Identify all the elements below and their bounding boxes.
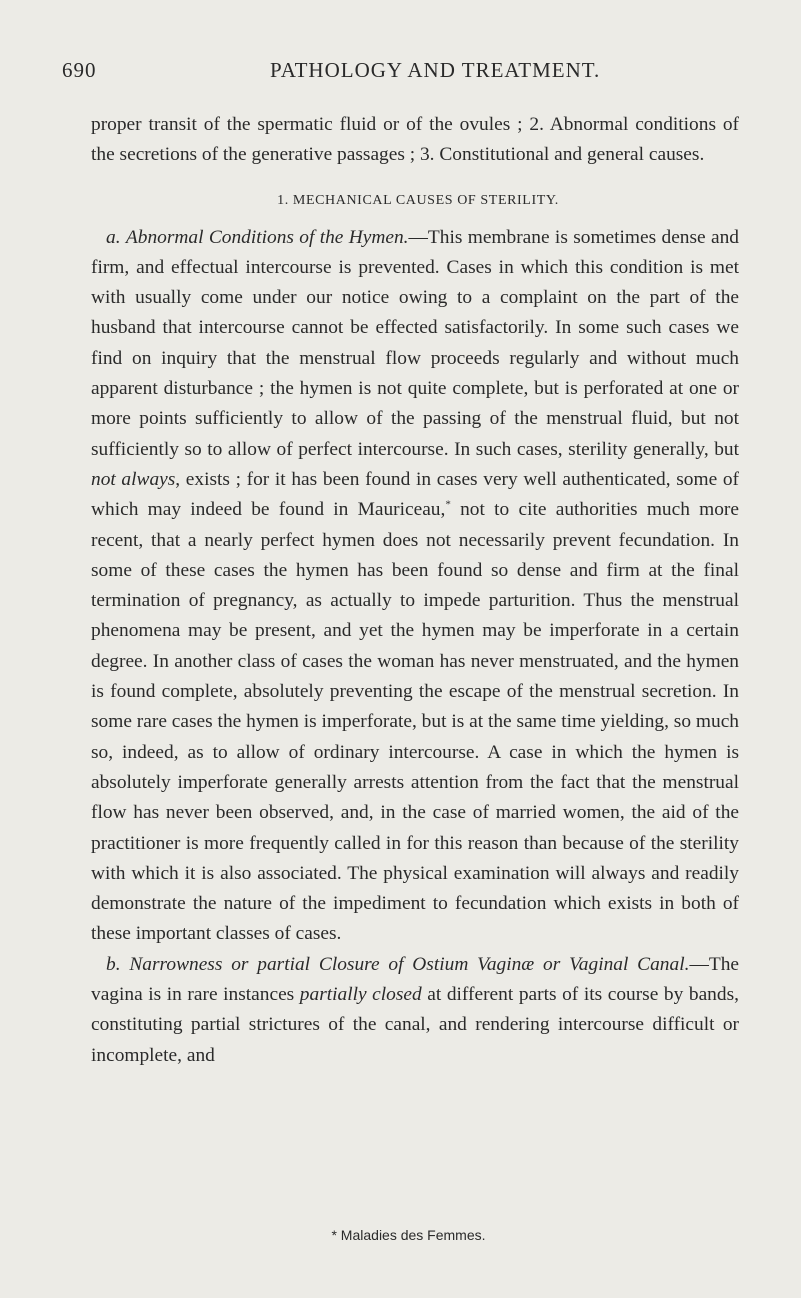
paragraph-text: —This membrane is sometimes dense and firm, and effectual intercourse is prevented. Cases in which this condition is met with usually come under our notice owing to a complaint on the part of the husband that intercourse cannot be effected satisfactorily. In some such cases we find on inquiry that the menstrual flow proceeds regularly and without much apparent disturbance ; the hymen is not quite complete, but is perforated at one or more points sufficiently to allow of the passing of the menstrual fluid, but not sufficiently so to allow of perfect intercourse. In such cases, sterility generally, but xyxy=(91,226,739,460)
emphasis: partially closed xyxy=(299,984,422,1006)
footnote-reference: * xyxy=(445,498,451,511)
paragraph-narrowness xyxy=(91,950,739,1071)
paragraph-label: a. xyxy=(106,226,121,248)
page-number: 690 xyxy=(62,58,97,82)
paragraph-text: at different parts of its course by bands, constituting partial strictures of the canal, and rendering intercourse difficult or incomplete, and xyxy=(91,984,739,1066)
emphasis: not always xyxy=(91,468,176,490)
running-title: PATHOLOGY AND TREATMENT. xyxy=(270,58,601,82)
paragraph-title: Abnormal Conditions of the Hymen. xyxy=(125,226,409,248)
paragraph-label: b. xyxy=(106,953,121,975)
paragraph-text: —The vagina is in rare instances xyxy=(91,953,739,1006)
paragraph-text: not to cite authorities much more recent, that a nearly perfect hymen does not necessarily prevent fecundation. In some of these cases the hymen has been found so dense and firm at the final termination of pregnancy, as actually to impede parturition. Thus the menstrual phenomena may be present, and yet the hymen may be imperforate in a certain degree. In another class of cases the woman has never menstruated, and the hymen is found complete, absolutely preventing the escape of the menstrual secretion. In some rare cases the hymen is imperforate, but is at the same time yielding, so much so, indeed, as to allow of ordinary intercourse. A case in which the hymen is absolutely imperforate generally arrests attention from the fact that the menstrual flow has never been observed, and, in the case of married women, the aid of the practitioner is more frequently called in for this reason than because of the sterility with which it is also associated. The physical examination will always and readily demonstrate the nature of the impediment to fecundation which exists in both of these important classes of cases. xyxy=(91,499,739,945)
intro-paragraph: proper transit of the spermatic fluid or of the ovules ; 2. Abnormal conditions of the secretions of the generative passages ; 3. Constitutional and general causes. xyxy=(91,114,739,166)
running-header xyxy=(62,58,742,90)
footnote: * Maladies des Femmes. xyxy=(331,1227,486,1243)
paragraph-hymen xyxy=(91,223,739,950)
paragraph-title: Narrowness or partial Closure of Ostium Vaginæ or Vaginal Canal. xyxy=(129,953,690,975)
body-text xyxy=(91,110,739,1071)
section-heading: 1. MECHANICAL CAUSES OF STERILITY. xyxy=(277,192,559,208)
paragraph-text: , exists ; for it has been found in cases very well authenticated, some of which may indeed be found in Mauriceau, xyxy=(91,468,739,521)
